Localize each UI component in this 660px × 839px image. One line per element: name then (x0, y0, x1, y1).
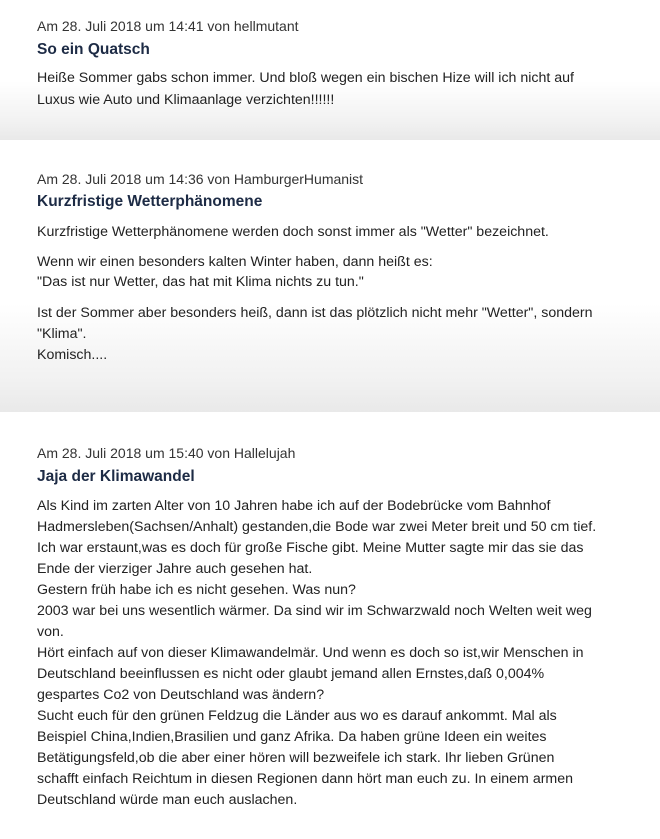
comment-text-line: Hört einfach auf von dieser Klimawandelmär. Und wenn es doch so ist,wir Menschen in (37, 645, 584, 661)
comment-divider (0, 140, 660, 154)
comment-card (0, 0, 660, 140)
comment-text-line: Ende der vierziger Jahre auch gesehen hat. (37, 561, 313, 577)
comment-divider (0, 412, 660, 426)
comment-card (0, 426, 660, 839)
comment-title: So ein Quatsch (37, 41, 150, 58)
comment-text-line: "Das ist nur Wetter, das hat mit Klima nichts zu tun." (37, 274, 364, 290)
comment-text-line: Als Kind im zarten Alter von 10 Jahren habe ich auf der Bodebrücke vom Bahnhof (37, 498, 551, 514)
comment-text-line: Betätigungsfeld,ob die aber einer hören will bezweifele ich stark. Ihr lieben Grünen (37, 750, 555, 766)
comment-text-line: Deutschland würde man euch auslachen. (37, 792, 298, 808)
comment-text-line: Hadmersleben(Sachsen/Anhalt) gestanden,die Bode war zwei Meter breit und 50 cm tief. (37, 519, 597, 535)
comment-text-line: Beispiel China,Indien,Brasilien und ganz Afrika. Da haben grüne Ideen ein weites (37, 729, 547, 745)
comment-text-line: "Klima". (37, 326, 87, 342)
comment-text-line: Komisch.... (37, 347, 108, 363)
comment-text-line: Luxus wie Auto und Klimaanlage verzichten!!!!!! (37, 92, 335, 108)
comment-meta: Am 28. Juli 2018 um 14:36 von HamburgerHumanist (37, 171, 364, 187)
comment-text-line: Ich war erstaunt,was es doch für große Fische gibt. Meine Mutter sagte mir das sie das (37, 540, 584, 556)
comment-text-line: gespartes Co2 von Deutschland was ändern? (37, 687, 325, 703)
comment-text-line: 2003 war bei uns wesentlich wärmer. Da sind wir im Schwarzwald noch Welten weit weg (37, 603, 592, 619)
comment-text-line: Wenn wir einen besonders kalten Winter haben, dann heißt es: (37, 254, 433, 270)
comment-meta: Am 28. Juli 2018 um 15:40 von Hallelujah (37, 445, 296, 461)
comment-card (0, 154, 660, 412)
comment-text-line: von. (37, 624, 64, 640)
comment-title: Kurzfristige Wetterphänomene (37, 193, 263, 210)
comment-text-line: Heiße Sommer gabs schon immer. Und bloß wegen ein bischen Hize will ich nicht auf (37, 70, 574, 86)
comment-text-line: Deutschland beeinflussen es nicht oder glaubt jemand allen Ernstes,daß 0,004% (37, 666, 545, 682)
comment-text-line: Sucht euch für den grünen Feldzug die Länder aus wo es darauf ankommt. Mal als (37, 708, 557, 724)
comment-text-line: Ist der Sommer aber besonders heiß, dann ist das plötzlich nicht mehr "Wetter", sondern (37, 305, 593, 321)
comment-text-line: Kurzfristige Wetterphänomene werden doch sonst immer als "Wetter" bezeichnet. (37, 224, 549, 240)
comment-meta: Am 28. Juli 2018 um 14:41 von hellmutant (37, 18, 299, 34)
comment-text-line: schafft einfach Reichtum in diesen Regionen dann hört man euch zu. In einem armen (37, 771, 574, 787)
comment-text-line: Gestern früh habe ich es nicht gesehen. Was nun? (37, 582, 356, 598)
comment-title: Jaja der Klimawandel (37, 468, 195, 485)
